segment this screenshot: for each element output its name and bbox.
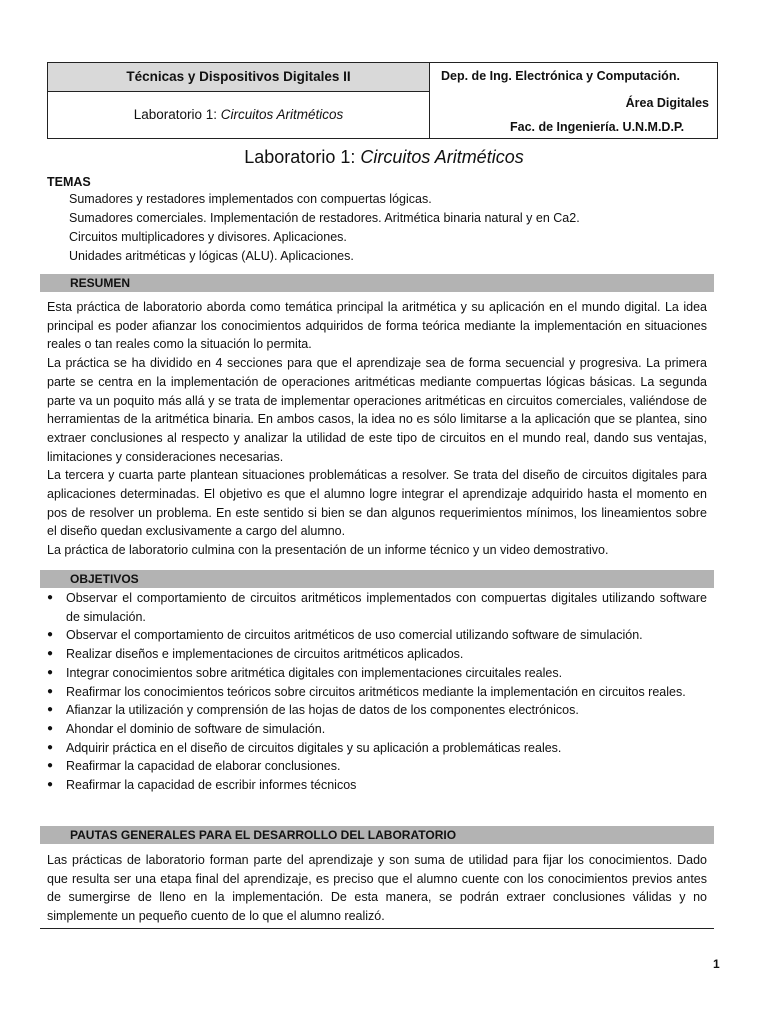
objetivo-item: ● Reafirmar la capacidad de escribir informes técnicos — [47, 776, 707, 795]
tema-item: Unidades aritméticas y lógicas (ALU). Aplicaciones. — [69, 249, 354, 263]
pautas-bar — [40, 826, 714, 844]
title-italic: Circuitos Aritméticos — [360, 147, 524, 167]
tema-item: Sumadores y restadores implementados con compuertas lógicas. — [69, 192, 432, 206]
lab-title: Circuitos Aritméticos — [220, 107, 344, 122]
faculty: Fac. de Ingeniería. U.N.M.D.P. — [510, 120, 685, 134]
objetivo-item: ● Adquirir práctica en el diseño de circuitos digitales y su aplicación a problemáticas reales. — [47, 739, 707, 758]
course-name: Técnicas y Dispositivos Digitales II — [48, 63, 429, 92]
resumen-paragraph: La práctica de laboratorio culmina con la presentación de un informe técnico y un video demostrativo. — [47, 543, 609, 558]
objetivo-item: ● Afianzar la utilización y comprensión de las hojas de datos de los componentes electrónicos. — [47, 701, 707, 720]
objetivos-heading: OBJETIVOS — [70, 572, 139, 586]
header-right-cell — [429, 63, 717, 138]
resumen-paragraph: La práctica se ha dividido en 4 secciones para que el aprendizaje sea de forma secuencial y progresiva. La primera parte se centra en la implementación de operaciones aritméticas mediante compuertas lógicas básicas. La segunda parte va un poquito más allá y se trata de implementar operaciones aritméticas en circuitos comerciales, valiéndose de herramientas de la aritmética binaria. En ambos casos, la idea no es sólo limitarse a la aplicación que se plantea, sino extraer conclusiones al respecto y analizar la utilidad de este tipo de circuitos en el mundo real, dando sus ventajas, limitaciones y consideraciones necesarias. — [47, 356, 707, 464]
objetivos-bar — [40, 570, 714, 588]
resumen-heading: RESUMEN — [70, 276, 131, 290]
objetivo-item: ● Integrar conocimientos sobre aritmética digitales con implementaciones circuitales reales. — [47, 664, 707, 683]
lab-prefix: Laboratorio 1: — [133, 107, 221, 122]
objetivo-item: ● Realizar diseños e implementaciones de circuitos aritméticos aplicados. — [47, 645, 707, 664]
resumen-paragraph: Esta práctica de laboratorio aborda como temática principal la aritmética y su aplicación en el mundo digital. La idea principal es poder afianzar los conocimientos adquiridos de forma teórica mediante la implementación en situaciones reales o tan reales como la situación lo permita. — [47, 300, 707, 352]
tema-item: Circuitos multiplicadores y divisores. Aplicaciones. — [69, 230, 347, 244]
header-left-cell — [48, 63, 430, 138]
objetivo-item: ● Observar el comportamiento de circuitos aritméticos implementados con compuertas digitales utilizando software de simulación. — [47, 589, 707, 626]
objetivos-list — [47, 589, 707, 795]
objetivo-item: ● Ahondar el dominio de software de simulación. — [47, 720, 707, 739]
title-prefix: Laboratorio 1: — [244, 147, 361, 167]
resumen-bar — [40, 274, 714, 292]
area: Área Digitales — [625, 96, 709, 110]
temas-list — [69, 190, 580, 266]
objetivo-item: ● Observar el comportamiento de circuitos aritméticos de uso comercial utilizando software de simulación. — [47, 626, 707, 645]
tema-item: Sumadores comerciales. Implementación de restadores. Aritmética binaria natural y en Ca2. — [69, 211, 580, 225]
page-number: 1 — [713, 957, 720, 971]
lab-name — [48, 92, 429, 138]
temas-heading: TEMAS — [47, 175, 91, 189]
page-title — [0, 147, 768, 168]
resumen-paragraph: La tercera y cuarta parte plantean situaciones problemáticas a resolver. Se trata del diseño de circuitos digitales para aplicaciones determinadas. El objetivo es que el alumno logre integrar el aprendizaje adquirido hasta el momento en pos de resolver un problema. En este sentido si bien se dan algunos requerimientos mínimos, los lineamientos sobre el diseño quedan exclusivamente a cargo del alumno. — [47, 468, 707, 539]
pautas-heading: PAUTAS GENERALES PARA EL DESARROLLO DEL LABORATORIO — [70, 828, 457, 842]
objetivo-item: ● Reafirmar la capacidad de elaborar conclusiones. — [47, 757, 707, 776]
objetivo-item: ● Reafirmar los conocimientos teóricos sobre circuitos aritméticos mediante la implementación en circuitos reales. — [47, 683, 707, 702]
department: Dep. de Ing. Electrónica y Computación. — [441, 69, 680, 83]
resumen-text — [47, 298, 707, 560]
header-table — [47, 62, 718, 139]
pautas-paragraph: Las prácticas de laboratorio forman parte del aprendizaje y son suma de utilidad para fijar los conocimientos. Dado que resulta ser una etapa final del aprendizaje, es preciso que el alumno cuente con los conocimientos previos antes de sumergirse de lleno en la implementación. De esta manera, se podrán extraer conclusiones válidas y no simplemente un pequeño cuento de lo que el alumno realizó. — [47, 853, 707, 924]
bottom-rule — [40, 928, 714, 929]
